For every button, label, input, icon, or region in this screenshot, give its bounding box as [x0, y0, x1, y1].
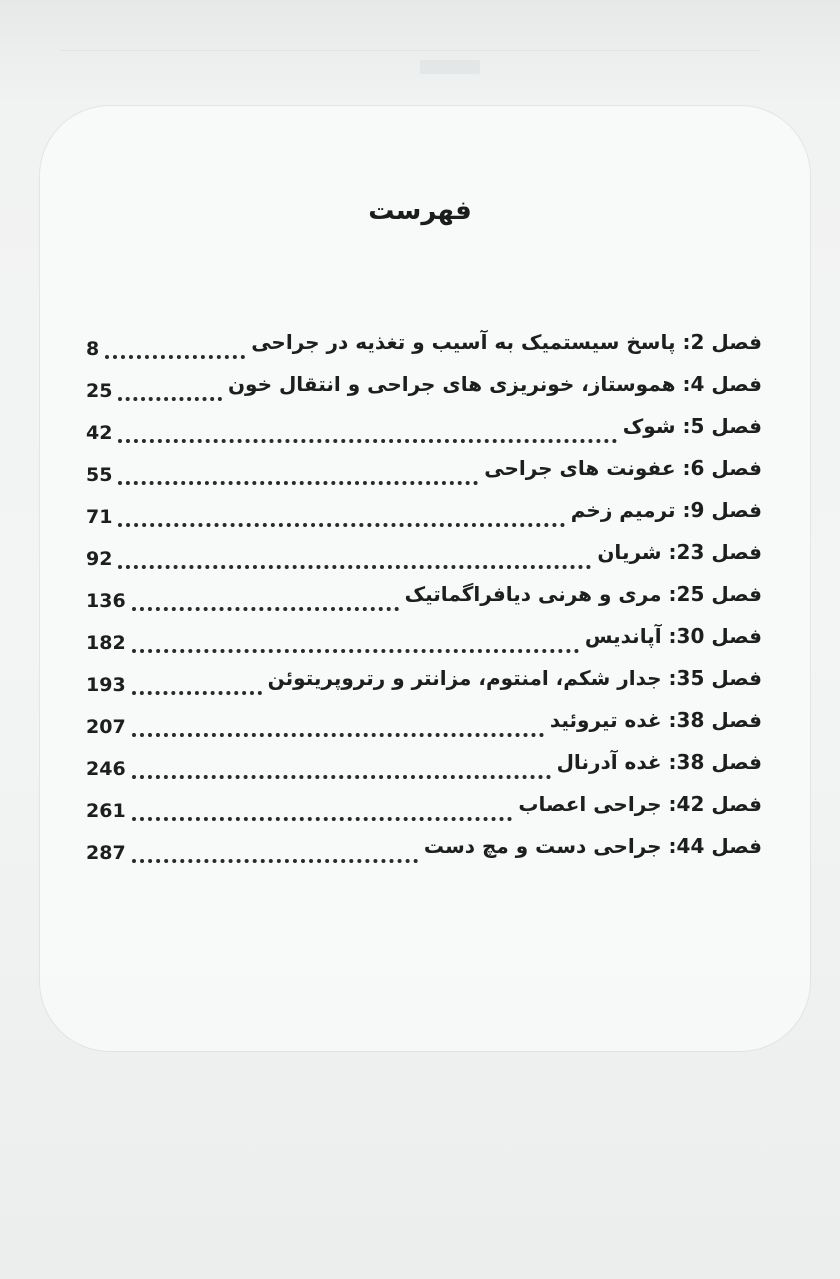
toc-leader-dots [132, 607, 399, 611]
toc-page-number: 287 [86, 842, 126, 864]
page-title: فهرست [368, 196, 472, 226]
toc-page-number: 71 [86, 506, 113, 528]
toc-chapter-title: فصل 35: جدار شکم، امنتوم، مزانتر و رتروپریتوئن [267, 666, 762, 690]
toc-leader-dots [132, 775, 551, 779]
toc-page-number: 261 [86, 800, 126, 822]
toc-leader-dots [118, 481, 478, 485]
toc-chapter-title: فصل 4: هموستاز، خونریزی های جراحی و انتقال خون [227, 372, 762, 396]
toc-chapter-title: فصل 38: غده آدرنال [556, 750, 762, 774]
toc-leader-dots [132, 817, 512, 821]
toc-entry [86, 540, 762, 580]
toc-leader-dots [118, 565, 591, 569]
toc-page-number: 42 [86, 422, 113, 444]
toc-entry [86, 414, 762, 454]
toc-chapter-title: فصل 44: جراحی دست و مچ دست [423, 834, 762, 858]
toc-leader-dots [132, 733, 544, 737]
toc-entry [86, 582, 762, 622]
toc-chapter-title: فصل 6: عفونت های جراحی [484, 456, 762, 480]
toc-page-number: 136 [86, 590, 126, 612]
toc-page-number: 55 [86, 464, 113, 486]
toc-leader-dots [118, 439, 617, 443]
toc-entry [86, 624, 762, 664]
toc-leader-dots [132, 859, 418, 863]
toc-entry [86, 666, 762, 706]
toc-chapter-title: فصل 38: غده تیروئید [549, 708, 762, 732]
toc-chapter-title: فصل 42: جراحی اعصاب [518, 792, 762, 816]
toc-page-number: 25 [86, 380, 113, 402]
toc-leader-dots [132, 691, 262, 695]
toc-page-number: 207 [86, 716, 126, 738]
toc-chapter-title: فصل 23: شریان [597, 540, 762, 564]
toc-entry [86, 792, 762, 832]
toc-chapter-title: فصل 25: مری و هرنی دیافراگماتیک [404, 582, 762, 606]
toc-page-number: 182 [86, 632, 126, 654]
toc-entry [86, 708, 762, 748]
toc-leader-dots [118, 397, 222, 401]
toc-page-number: 193 [86, 674, 126, 696]
toc-page-number: 92 [86, 548, 113, 570]
toc-chapter-title: فصل 30: آپاندیس [584, 624, 762, 648]
toc-leader-dots [118, 523, 565, 527]
toc-leader-dots [132, 649, 579, 653]
toc-entry [86, 498, 762, 538]
toc-entry [86, 372, 762, 412]
toc-chapter-title: فصل 2: پاسخ سیستمیک به آسیب و تغذیه در جراحی [251, 330, 762, 354]
toc-page-number: 246 [86, 758, 126, 780]
toc-chapter-title: فصل 5: شوک [622, 414, 762, 438]
toc-page-number: 8 [86, 338, 100, 360]
toc-leader-dots [105, 355, 245, 359]
toc-entry [86, 456, 762, 496]
toc-entry [86, 750, 762, 790]
toc-entry [86, 330, 762, 370]
toc-entry [86, 834, 762, 874]
toc-chapter-title: فصل 9: ترمیم زخم [570, 498, 762, 522]
